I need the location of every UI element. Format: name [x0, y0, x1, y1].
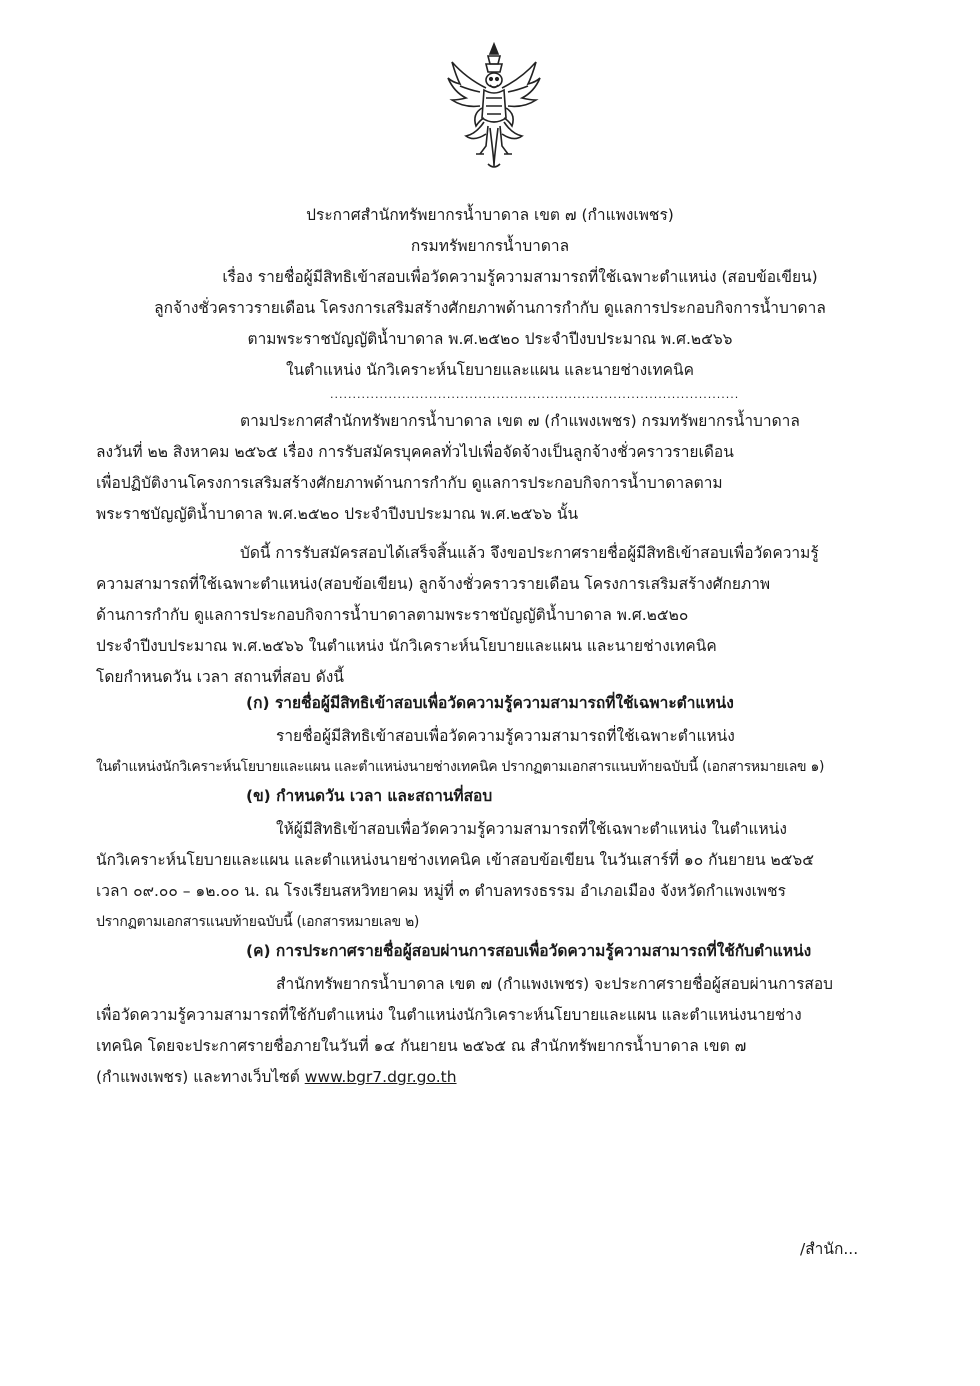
header-separator: ...........................................................................................: [330, 388, 740, 401]
header-project: ลูกจ้างชั่วคราวรายเดือน โครงการเสริมสร้างศักยภาพด้านการกำกับ ดูแลการประกอบกิจการน้ำบาดาล: [154, 299, 826, 317]
paragraph-line: เพื่อวัดความรู้ความสามารถที่ใช้กับตำแหน่ง ในตำแหน่งนักวิเคราะห์นโยบายและแผน และตำแหน่งนายช่าง: [96, 1006, 802, 1024]
section-a-body: [96, 721, 872, 783]
section-c-body: [96, 969, 872, 1093]
paragraph-line: ด้านการกำกับ ดูแลการประกอบกิจการน้ำบาดาลตามพระราชบัญญัติน้ำบาดาล พ.ศ.๒๕๒๐: [96, 606, 689, 624]
header-positions: ในตำแหน่ง นักวิเคราะห์นโยบายและแผน และนายช่างเทคนิค: [285, 361, 695, 379]
header-subject: เรื่อง รายชื่อผู้มีสิทธิเข้าสอบเพื่อวัดความรู้ความสามารถที่ใช้เฉพาะตำแหน่ง (สอบข้อเขียน): [222, 268, 818, 286]
paragraph-line: บัดนี้ การรับสมัครสอบได้เสร็จสิ้นแล้ว จึงขอประกาศรายชื่อผู้มีสิทธิเข้าสอบเพื่อวัดความรู้: [240, 544, 819, 562]
header-department: กรมทรัพยากรน้ำบาดาล: [410, 237, 570, 255]
paragraph-announcement: [96, 538, 872, 693]
section-c-heading: (ค) การประกาศรายชื่อผู้สอบผ่านการสอบเพื่อวัดความรู้ความสามารถที่ใช้กับตำแหน่ง: [246, 942, 812, 960]
paragraph-line: เวลา ๐๙.๐๐ – ๑๒.๐๐ น. ณ โรงเรียนสหวิทยาคม หมู่ที่ ๓ ตำบลทรงธรรม อำเภอเมือง จังหวัดกำแพงเพชร: [96, 882, 786, 900]
website-prefix: (กำแพงเพชร) และทางเว็บไซต์: [96, 1068, 300, 1086]
paragraph-line: โดยกำหนดวัน เวลา สถานที่สอบ ดังนี้: [96, 668, 344, 686]
announcement-header: [150, 200, 830, 386]
paragraph-line: [96, 1062, 872, 1093]
garuda-emblem-icon: [446, 42, 542, 172]
paragraph-line: ตามประกาศสำนักทรัพยากรน้ำบาดาล เขต ๗ (กำแพงเพชร) กรมทรัพยากรน้ำบาดาล: [240, 412, 800, 430]
paragraph-line: ในตำแหน่งนักวิเคราะห์นโยบายและแผน และตำแหน่งนายช่างเทคนิค ปรากฏตามเอกสารแนบท้ายฉบับนี้ (เอกสารหมายเลข ๑): [96, 759, 825, 775]
header-issuer: ประกาศสำนักทรัพยากรน้ำบาดาล เขต ๗ (กำแพงเพชร): [306, 206, 674, 224]
paragraph-line: รายชื่อผู้มีสิทธิเข้าสอบเพื่อวัดความรู้ความสามารถที่ใช้เฉพาะตำแหน่ง: [276, 727, 735, 745]
paragraph-line: ลงวันที่ ๒๒ สิงหาคม ๒๕๖๕ เรื่อง การรับสมัครบุคคลทั่วไปเพื่อจัดจ้างเป็นลูกจ้างชั่วคราวรายเดือน: [96, 443, 734, 461]
website-link[interactable]: www.bgr7.dgr.go.th: [304, 1068, 457, 1086]
paragraph-line: ให้ผู้มีสิทธิเข้าสอบเพื่อวัดความรู้ความสามารถที่ใช้เฉพาะตำแหน่ง ในตำแหน่ง: [276, 820, 787, 838]
section-b-heading: (ข) กำหนดวัน เวลา และสถานที่สอบ: [246, 787, 493, 805]
paragraph-line: ความสามารถที่ใช้เฉพาะตำแหน่ง(สอบข้อเขียน) ลูกจ้างชั่วคราวรายเดือน โครงการเสริมสร้างศักยภาพ: [96, 575, 771, 593]
paragraph-line: ประจำปีงบประมาณ พ.ศ.๒๕๖๖ ในตำแหน่ง นักวิเคราะห์นโยบายและแผน และนายช่างเทคนิค: [96, 637, 717, 655]
paragraph-line: สำนักทรัพยากรน้ำบาดาล เขต ๗ (กำแพงเพชร) จะประกาศรายชื่อผู้สอบผ่านการสอบ: [276, 975, 834, 993]
header-act: ตามพระราชบัญญัติน้ำบาดาล พ.ศ.๒๕๒๐ ประจำปีงบประมาณ พ.ศ.๒๕๖๖: [247, 330, 733, 348]
paragraph-line: เพื่อปฏิบัติงานโครงการเสริมสร้างศักยภาพด้านการกำกับ ดูแลการประกอบกิจการน้ำบาดาลตาม: [96, 474, 723, 492]
paragraph-line: เทคนิค โดยจะประกาศรายชื่อภายในวันที่ ๑๔ กันยายน ๒๕๖๕ ณ สำนักทรัพยากรน้ำบาดาล เขต ๗: [96, 1037, 747, 1055]
section-b-body: [96, 814, 872, 938]
paragraph-reference: [96, 406, 872, 530]
paragraph-line: นักวิเคราะห์นโยบายและแผน และตำแหน่งนายช่างเทคนิค เข้าสอบข้อเขียน ในวันเสาร์ที่ ๑๐ กันยายน ๒๕๖๕: [96, 851, 814, 869]
continued-marker: /สำนัก...: [800, 1240, 859, 1258]
paragraph-line: ปรากฏตามเอกสารแนบท้ายฉบับนี้ (เอกสารหมายเลข ๒): [96, 914, 420, 930]
paragraph-line: พระราชบัญญัติน้ำบาดาล พ.ศ.๒๕๒๐ ประจำปีงบประมาณ พ.ศ.๒๕๖๖ นั้น: [96, 505, 579, 523]
section-a-heading: (ก) รายชื่อผู้มีสิทธิเข้าสอบเพื่อวัดความรู้ความสามารถที่ใช้เฉพาะตำแหน่ง: [246, 694, 734, 712]
